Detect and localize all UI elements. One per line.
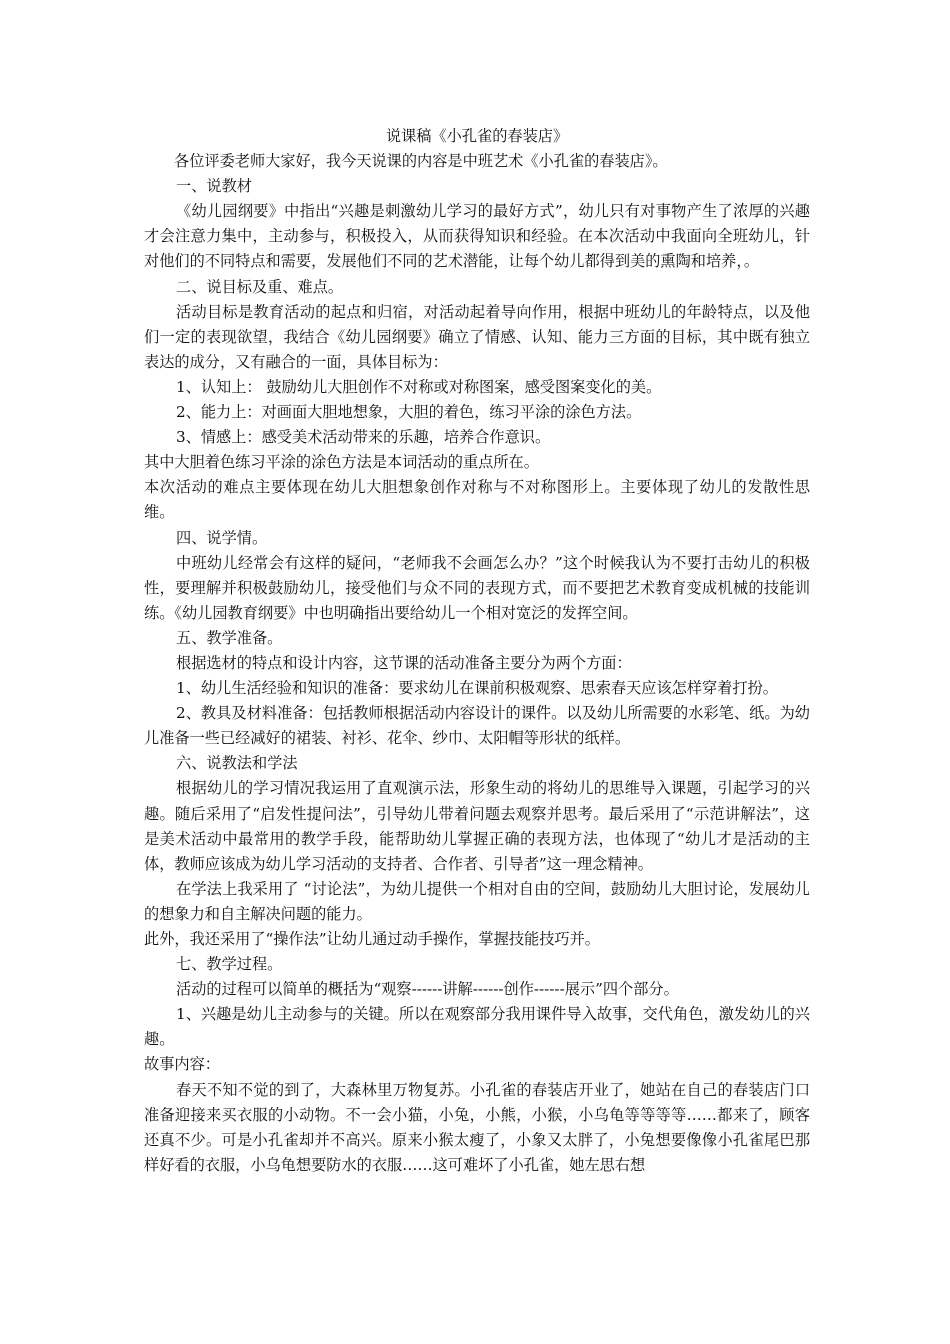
paragraph: 此外，我还采用了“操作法”让幼儿通过动手操作，掌握技能技巧并。 bbox=[144, 930, 600, 948]
paragraph: 春天不知不觉的到了，大森林里万物复苏。小孔雀的春装店开业了，她站在自己的春装店门口准备迎接来买衣服的小动物。不一会小猫，小兔，小熊，小猴，小乌龟等等等等……都来了，顾客还真不少。可是小孔雀却并不高兴。原来小猴太瘦了，小象又太胖了，小兔想要像像小孔雀尾巴那样好看的衣服，小乌龟想要防水的衣服……这可难坏了小孔雀，她左思右想 bbox=[144, 1080, 810, 1174]
document-page bbox=[144, 124, 810, 1178]
paragraph: 在学法上我采用了 “讨论法”，为幼儿提供一个相对自由的空间，鼓励幼儿大胆讨论，发展幼儿的想象力和自主解决问题的能力。 bbox=[144, 879, 810, 923]
document-title: 说课稿《小孔雀的春装店》 bbox=[385, 127, 569, 145]
paragraph: 故事内容： bbox=[144, 1055, 220, 1074]
paragraph: 1、兴趣是幼儿主动参与的关键。所以在观察部分我用课件导入故事，交代角色，激发幼儿的兴趣。 bbox=[144, 1005, 810, 1049]
paragraph: 活动的过程可以简单的概括为“观察------讲解------创作------展示”四个部分。 bbox=[176, 980, 679, 999]
document-body bbox=[144, 149, 810, 1178]
section-heading: 二、说目标及重、难点。 bbox=[176, 277, 344, 296]
paragraph: 根据幼儿的学习情况我运用了直观演示法，形象生动的将幼儿的思维导入课题，引起学习的兴趣。随后采用了“启发性提问法”，引导幼儿带着问题去观察并思考。最后采用了“示范讲解法”，这是美术活动中最常用的教学手段，能帮助幼儿掌握正确的表现方法，也体现了“幼儿才是活动的主体，教师应该成为幼儿学习活动的支持者、合作者、引导者”这一理念精神。 bbox=[144, 779, 810, 873]
section-heading: 四、说学情。 bbox=[176, 528, 268, 547]
paragraph: 2、能力上：对画面大胆地想象，大胆的着色，练习平涂的涂色方法。 bbox=[176, 403, 642, 422]
section-heading: 一、说教材 bbox=[176, 177, 252, 196]
paragraph: 其中大胆着色练习平涂的涂色方法是本词活动的重点所在。 bbox=[144, 453, 539, 472]
section-heading: 七、教学过程。 bbox=[176, 955, 283, 974]
paragraph: 中班幼儿经常会有这样的疑问，“老师我不会画怎么办？”这个时候我认为不要打击幼儿的积极性，要理解并积极鼓励幼儿，接受他们与众不同的表现方式，而不要把艺术教育变成机械的技能训练。《幼儿园教育纲要》中也明确指出要给幼儿一个相对宽泛的发挥空间。 bbox=[144, 553, 810, 622]
paragraph: 3、情感上：感受美术活动带来的乐趣，培养合作意识。 bbox=[176, 428, 551, 447]
paragraph: 1、认知上： 鼓励幼儿大胆创作不对称或对称图案，感受图案变化的美。 bbox=[176, 377, 662, 396]
paragraph: 1、幼儿生活经验和知识的准备：要求幼儿在课前积极观察、思索春天应该怎样穿着打扮。 bbox=[176, 679, 778, 698]
paragraph: 活动目标是教育活动的起点和归宿，对活动起着导向作用，根据中班幼儿的年龄特点，以及他们一定的表现欲望，我结合《幼儿园纲要》确立了情感、认知、能力三方面的目标，其中既有独立表达的成分，又有融合的一面，具体目标为： bbox=[144, 302, 810, 371]
paragraph: 各位评委老师大家好，我今天说课的内容是中班艺术《小孔雀的春装店》。 bbox=[174, 152, 668, 171]
section-heading: 六、说教法和学法 bbox=[176, 754, 298, 773]
paragraph: 《幼儿园纲要》中指出“兴趣是刺激幼儿学习的最好方式”，幼儿只有对事物产生了浓厚的兴趣才会注意力集中，主动参与，积极投入，从而获得知识和经验。在本次活动中我面向全班幼儿，针对他们的不同特点和需要，发展他们不同的艺术潜能，让每个幼儿都得到美的熏陶和培养，。 bbox=[144, 202, 810, 271]
paragraph: 根据选材的特点和设计内容，这节课的活动准备主要分为两个方面： bbox=[176, 653, 632, 672]
section-heading: 五、教学准备。 bbox=[176, 628, 283, 647]
paragraph: 2、教具及材料准备：包括教师根据活动内容设计的课件。以及幼儿所需要的水彩笔、纸。为幼儿准备一些已经减好的裙装、衬衫、花伞、纱巾、太阳帽等形状的纸样。 bbox=[144, 704, 810, 748]
paragraph: 本次活动的难点主要体现在幼儿大胆想象创作对称与不对称图形上。主要体现了幼儿的发散性思维。 bbox=[144, 478, 810, 522]
